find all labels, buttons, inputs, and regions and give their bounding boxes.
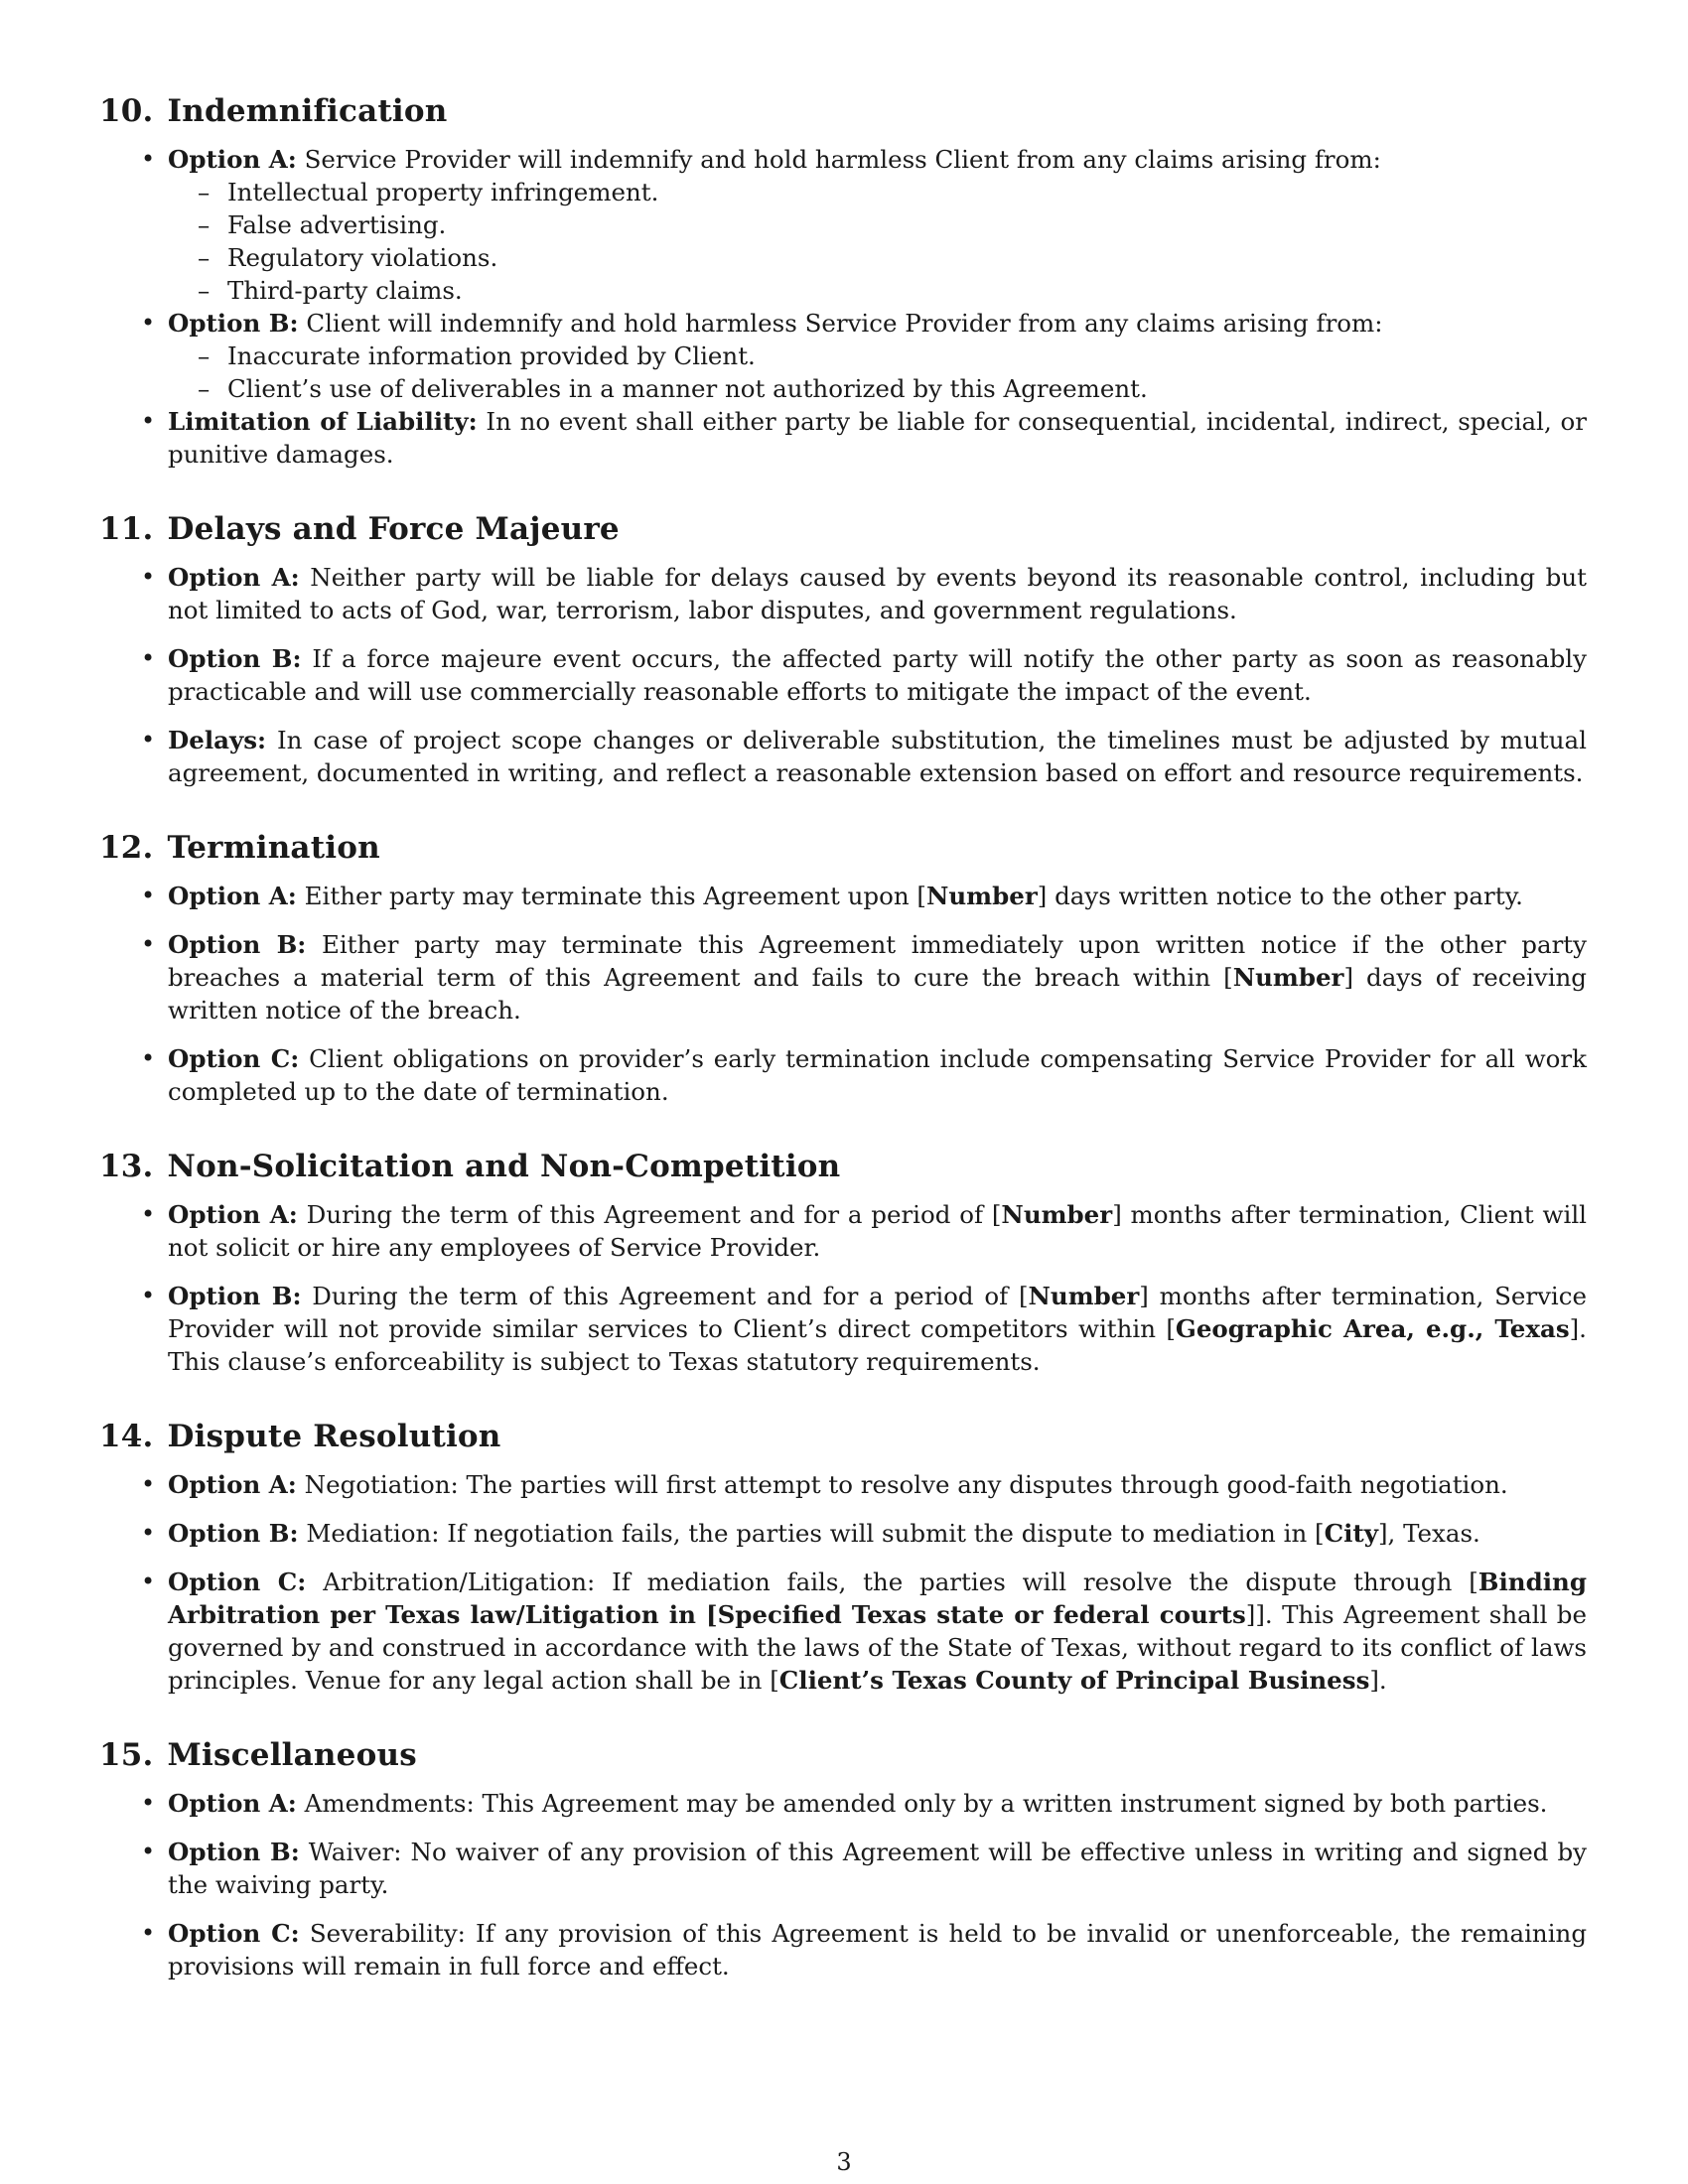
section-title: Indemnification [167, 93, 448, 129]
item-label: Option B: [168, 1838, 300, 1866]
item-label: Option A: [168, 882, 297, 910]
option-list [99, 561, 1587, 789]
list-item [99, 1198, 1587, 1264]
sub-item: – Client’s use of deliverables in a manner not authorized by this Agreement. [168, 372, 1587, 405]
section-termination [99, 828, 1587, 1108]
item-label: Option A: [168, 1789, 297, 1818]
placeholder-field: Number [1001, 1200, 1113, 1229]
item-text: During the term of this Agreement and for a period of [ [306, 1200, 1002, 1229]
item-label: Option C: [168, 1044, 300, 1073]
item-text: Either party may terminate this Agreement immediately upon written notice if the other party breaches a material term of this Agreement and fails to cure the breach within [ [168, 930, 1587, 992]
placeholder-field: Number [925, 882, 1038, 910]
item-label: Option B: [168, 644, 302, 673]
item-text: Client will indemnify and hold harmless Service Provider from any claims arising from: [306, 309, 1383, 338]
item-label: Option C: [168, 1568, 307, 1596]
list-item [99, 642, 1587, 708]
section-heading [99, 1417, 1587, 1456]
item-text: ] days written notice to the other party. [1037, 882, 1523, 910]
option-list [99, 143, 1587, 471]
list-item [99, 1468, 1587, 1501]
section-heading [99, 1735, 1587, 1775]
item-label: Option B: [168, 930, 307, 959]
item-text: Service Provider will indemnify and hold harmless Client from any claims arising from: [304, 145, 1381, 174]
list-item [99, 561, 1587, 626]
list-item [99, 1280, 1587, 1378]
item-label: Limitation of Liability: [168, 407, 478, 436]
placeholder-field: City [1324, 1519, 1378, 1548]
list-item [99, 928, 1587, 1026]
item-text: Either party may terminate this Agreement upon [ [304, 882, 926, 910]
item-text: Severability: If any provision of this Agreement is held to be invalid or unenforceable, the remaining provisions will remain in full force and effect. [168, 1919, 1588, 1980]
item-text: Waiver: No waiver of any provision of this Agreement will be effective unless in writing and signed by the waiving party. [168, 1838, 1587, 1899]
item-label: Option B: [168, 309, 299, 338]
section-non-solicitation [99, 1147, 1587, 1378]
item-label: Option A: [168, 1470, 297, 1499]
section-miscellaneous [99, 1735, 1587, 1982]
item-label: Option A: [168, 1200, 298, 1229]
item-label: Delays: [168, 726, 267, 754]
option-list [99, 1468, 1587, 1697]
section-number: 10. [99, 93, 154, 129]
section-title: Termination [167, 830, 380, 866]
page-number: 3 [836, 2148, 852, 2176]
section-delays-force-majeure [99, 509, 1587, 789]
item-text: Mediation: If negotiation fails, the parties will submit the dispute to mediation in [ [306, 1519, 1325, 1548]
section-heading [99, 1147, 1587, 1186]
option-list [99, 1198, 1587, 1378]
item-text: Arbitration/Litigation: If mediation fails, the parties will resolve the dispute through [ [323, 1568, 1478, 1596]
sub-item: – Regulatory violations. [168, 241, 1587, 274]
list-item [99, 405, 1587, 471]
item-text: ] days of receiving written notice of the breach. [168, 963, 1587, 1024]
section-title: Dispute Resolution [167, 1419, 501, 1454]
section-heading [99, 828, 1587, 868]
section-heading [99, 509, 1587, 549]
document-page [99, 91, 1587, 2021]
item-label: Option C: [168, 1919, 300, 1948]
option-list [99, 880, 1587, 1108]
section-title: Delays and Force Majeure [167, 511, 620, 547]
list-item [99, 1566, 1587, 1697]
placeholder-field: Binding Arbitration per Texas law/Litigation in [Specified Texas state or federal courts [168, 1568, 1587, 1629]
list-item [99, 1836, 1587, 1901]
item-text: Amendments: This Agreement may be amended only by a written instrument signed by both parties. [304, 1789, 1548, 1818]
sub-item: – Inaccurate information provided by Client. [168, 340, 1587, 372]
section-number: 11. [99, 511, 154, 547]
section-heading [99, 91, 1587, 131]
item-text: During the term of this Agreement and for a period of [ [312, 1282, 1029, 1310]
list-item [99, 880, 1587, 912]
section-number: 14. [99, 1419, 154, 1454]
list-item [99, 307, 1587, 405]
list-item [99, 143, 1587, 307]
item-text: ]]. This Agreement shall be governed by and construed in accordance with the laws of the State of Texas, without regard to its conflict of laws principles. Venue for any legal action shall be in [ [168, 1600, 1587, 1695]
item-text: Client obligations on provider’s early termination include compensating Service Provider for all work completed up to the date of termination. [168, 1044, 1587, 1106]
placeholder-field: Number [1028, 1282, 1140, 1310]
placeholder-field: Client’s Texas County of Principal Business [778, 1666, 1370, 1695]
sub-list [168, 176, 1587, 307]
list-item [99, 724, 1587, 789]
option-list [99, 1787, 1587, 1982]
list-item [99, 1787, 1587, 1820]
list-item [99, 1517, 1587, 1550]
item-text: ] months after termination, Service Provider will not provide similar services to Client’s direct competitors within [ [168, 1282, 1587, 1343]
item-text: ], Texas. [1377, 1519, 1480, 1548]
item-text: ]. [1369, 1666, 1387, 1695]
item-text: In no event shall either party be liable for consequential, incidental, indirect, special, or punitive damages. [168, 407, 1587, 469]
item-label: Option B: [168, 1282, 302, 1310]
item-label: Option A: [168, 145, 297, 174]
section-number: 15. [99, 1737, 154, 1773]
sub-item: – Third-party claims. [168, 274, 1587, 307]
item-label: Option B: [168, 1519, 299, 1548]
item-text: If a force majeure event occurs, the affected party will notify the other party as soon as reasonably practicable and will use commercially reasonable efforts to mitigate the impact of the event. [168, 644, 1587, 706]
item-text: ]. This clause’s enforceability is subject to Texas statutory requirements. [168, 1314, 1587, 1376]
item-label: Option A: [168, 563, 300, 592]
sub-item: – Intellectual property infringement. [168, 176, 1587, 208]
sub-item: – False advertising. [168, 208, 1587, 241]
section-number: 13. [99, 1149, 154, 1184]
section-dispute-resolution [99, 1417, 1587, 1697]
item-text: ] months after termination, Client will not solicit or hire any employees of Service Provider. [168, 1200, 1587, 1262]
section-number: 12. [99, 830, 154, 866]
section-title: Non-Solicitation and Non-Competition [167, 1149, 841, 1184]
section-title: Miscellaneous [167, 1737, 417, 1773]
sub-list [168, 340, 1587, 405]
list-item [99, 1917, 1587, 1982]
placeholder-field: Geographic Area, e.g., Texas [1175, 1314, 1570, 1343]
placeholder-field: Number [1232, 963, 1344, 992]
item-text: Negotiation: The parties will first attempt to resolve any disputes through good-faith negotiation. [304, 1470, 1508, 1499]
list-item [99, 1042, 1587, 1108]
item-text: In case of project scope changes or deliverable substitution, the timelines must be adjusted by mutual agreement, documented in writing, and reflect a reasonable extension based on effort and resource requirements. [168, 726, 1587, 787]
section-indemnification [99, 91, 1587, 471]
item-text: Neither party will be liable for delays caused by events beyond its reasonable control, including but not limited to acts of God, war, terrorism, labor disputes, and government regulations. [168, 563, 1587, 624]
